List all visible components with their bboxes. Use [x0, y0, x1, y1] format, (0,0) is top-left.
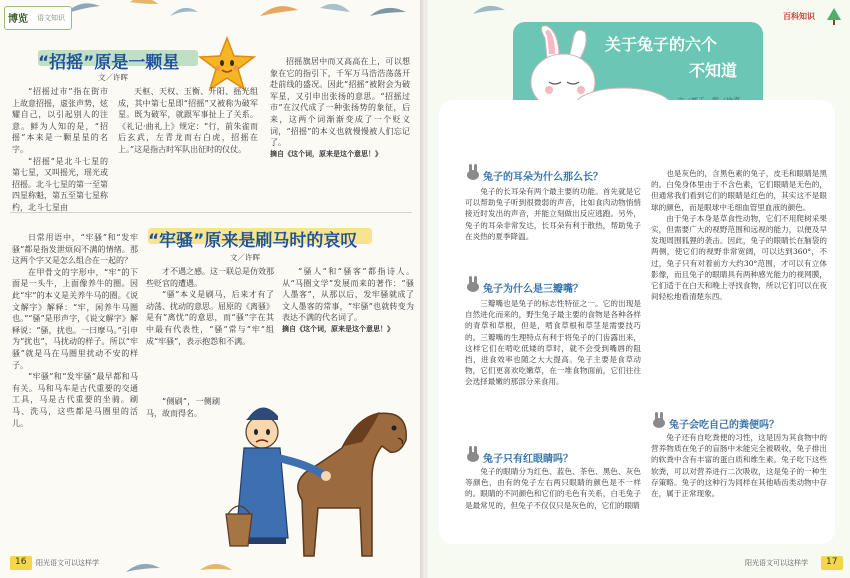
question-heading: 兔子只有红眼睛吗？ — [483, 454, 573, 465]
article2-title: “牢骚”原来是刷马时的哀叹 — [148, 231, 358, 251]
paragraph: “侧刷”，一侧刷马，故而得名。 — [146, 397, 220, 418]
left-page — [0, 0, 423, 578]
article2-column-1 — [12, 232, 138, 562]
source-note: 摘自《这个词，原来是这个意思！》 — [270, 149, 382, 158]
paragraph: “招摇过市”指在街市上故意招摇，虚张声势，炫耀自己，以引起别人的注意。鲜为人知的是，“招摇”本来是一颗星星的名字。 — [12, 87, 108, 154]
paragraph: “骚人”和“骚客”都指诗人。从“马圈文学”发展而来的著作：“骚人墨客”，从那以后，发牢骚就成了文人墨客的常事，“牢骚”也就转变为表达不满的代名词了。 — [282, 267, 414, 323]
answer-text-continued — [651, 168, 827, 404]
page-number: 17 — [826, 557, 838, 567]
bunny-icon — [465, 164, 481, 180]
right-page — [427, 0, 850, 578]
article1-title: “招摇”原是一颗星 — [38, 53, 180, 73]
leaf-decoration-icon — [120, 556, 280, 578]
bunny-icon — [465, 446, 481, 462]
title-line-2: 不知道 — [689, 61, 738, 80]
article2-byline: 文／许晖 — [230, 253, 260, 262]
answer-text — [465, 466, 641, 542]
article2-column-2-lower — [146, 396, 220, 546]
paragraph: 兔子还有自吃粪便的习性，这是因为其食物中的营养物质在兔子的盲肠中未能完全被吸收，兔子排出的软粪中含有丰富的蛋白质和维生素。兔子吃下这些软粪，可以对营养进行二次吸收，这是兔子的一种生存策略。兔子的这种行为同样在其他啮齿类动物中存在，属于正常现象。 — [651, 433, 827, 499]
paragraph: 日常用语中，“牢骚”和“发牢骚”都是指发泄烦闷不满的情绪。那这两个字又是怎么组合在一起的？ — [12, 233, 138, 266]
paragraph: 也是灰色的，含黑色素的兔子，皮毛和眼睛是黑的。白兔身体里由于不含色素，它们眼睛是无色的，但通常我们看到它们的眼睛是红色的，其实这不是眼球的颜色，而是眼球中毛细血管里血液的颜色。 — [651, 169, 827, 212]
question-heading: 兔子的耳朵为什么那么长？ — [483, 172, 603, 183]
section-tag — [783, 8, 843, 26]
leaf-decoration-icon — [467, 0, 547, 24]
bunny-icon — [651, 412, 667, 428]
page-number-badge — [821, 556, 843, 570]
section-divider — [10, 212, 412, 213]
answer-text — [651, 432, 827, 540]
paragraph: 兔子的眼睛分为红色、蓝色、茶色、黑色、灰色等颜色，由有的兔子左右两只眼睛的颜色是不一样的。眼睛的不同颜色和它们的毛色有关系，白毛兔子是最常见的，但兔子不仅仅只是灰色的，它们的眼睛 — [465, 467, 641, 510]
section-tag-label: 百科知识 — [783, 12, 815, 21]
article1-column-1 — [12, 86, 108, 212]
paragraph: 才不遇之感。这一联总是仿效那些贬官的遭遇。 — [146, 267, 274, 288]
section-tag — [4, 6, 72, 30]
paragraph: “骚”本义是刷马，后来才有了动荡、扰动的意思。屈原的《离骚》是有“离忧”的意思，而“骚”字在其中最有代表性，“骚”常与“牢”组成“牢骚”，表示抱怨和不满。 — [146, 290, 274, 346]
article1-column-2 — [118, 86, 258, 206]
question-heading: 兔子会吃自己的粪便吗？ — [669, 420, 779, 431]
page-number: 16 — [15, 557, 27, 567]
source-note: 摘自《这个词，原来是这个意思！》 — [282, 324, 394, 333]
article2-column-2 — [146, 266, 274, 382]
article1-byline: 文／许晖 — [98, 73, 128, 82]
answer-text — [465, 186, 641, 256]
leaf-decoration-icon — [250, 0, 420, 26]
question-heading: 兔子为什么是三瓣嘴？ — [483, 284, 583, 295]
man-and-horse-illustration — [222, 388, 418, 566]
page-footer-text: 阳光语文可以这样学 — [36, 559, 99, 567]
page-footer-text: 阳光语文可以这样学 — [745, 559, 808, 567]
paragraph: 三瓣嘴也是兔子的标志性特征之一。它的出现是自然进化而来的，野生兔子最主要的食物是各种各样的青草和草根，但是，啃食草根和草茎是需要技巧的。三瓣嘴的生理特点有利于将兔子的门齿露出来，这样它们在啃吃低矮的草时，就不会受到嘴唇的阻挡，进食效率也随之大大提高。兔子主要是食草动物，它们更喜欢吃嫩草，在一堆食物面前，它们往往会选择最嫩的那部分来食用。 — [465, 299, 641, 387]
article2-column-3 — [282, 266, 414, 382]
page-number-badge — [10, 556, 32, 570]
paragraph: “招摇”是北斗七星的第七星，又叫摇光，瑶光或招摇。北斗七星的第一至第四星称魁，第五至第七星称杓，北斗七星由 — [12, 156, 108, 212]
star-mascot-icon — [198, 36, 256, 92]
leaf-decoration-icon — [60, 0, 200, 24]
section-tag-main: 博览 — [8, 14, 28, 25]
answer-text — [465, 298, 641, 432]
article1-column-3 — [270, 56, 410, 206]
paragraph: 招摇旗居中而又高高在上，可以想象在它的指引下，千军万马浩浩荡荡开赴前线的盛况。因此“招摇”被附会为破军星，又引申出张扬的意思。“招摇过市”在汉代成了一种张扬势的象征，后来，这两个词渐渐变成了一个贬义词，“招摇”的本义也就慢慢被人们忘记了。 — [270, 57, 410, 148]
paragraph: “牢骚”和“发牢骚”最早都和马有关。马和马车是古代重要的交通工具，马是古代重要的坐骑。刷马、洗马，这些都是马圈里的活儿。 — [12, 372, 138, 428]
paragraph: 天枢、天权、玉衡、开阳、摇光组成，其中第七星即“招摇”又被称为破军星。既为破军，就跟军事扯上了关系。《礼记·曲礼上》规定：“行，前朱雀而后玄武，左青龙而右白虎，招摇在上。”这是指古时军队出征时的仪仗。 — [118, 87, 258, 154]
paragraph: 由于兔子本身是草食性动物，它们不用爬树采果实，但需要广大的视野范围和远视的能力，以便及早发现周围狐狸的袭击。因此，兔子的眼睛长在脑袋的两侧，使它们的视野非常宽阔，可以达到360°，不过，兔子只有对着前方大约30°范围，才可以有立体影像，而且兔子的眼睛具有两种感光能力的视网膜，它们适于在白天和晚上寻找食物，所以它们可以在夜间轻松地看清楚东西。 — [651, 213, 827, 302]
tree-icon — [827, 8, 841, 26]
bunny-icon — [465, 276, 481, 292]
paragraph: 在甲骨文的字形中，“牢”的下面是一头牛，上面像养牛的圈。因此“牢”的本义是关养牛马的圈。《说文解字》解释：“牢，闲养牛马圈也。”“骚”是形声字，《说文解字》解释说：“骚，扰也。一曰摩马。”引申为“扰也”，马扰动的样子。所以“牢骚”就是马在马圈里扰动不安的样子。 — [12, 267, 138, 370]
title-line-1: 关于兔子的六个 — [605, 35, 718, 54]
section-tag-sub: 语文知识 — [37, 14, 65, 22]
paragraph: 兔子的长耳朵有两个最主要的功能。首先就是它可以帮助兔子听到很微弱的声音，比如食肉动物悄悄接近时发出的声音，并能立刻做出反应逃跑。另外，兔子的耳朵非常发达，长耳朵有利于散热，帮助兔子在炎热的夏季降温。 — [465, 187, 641, 241]
